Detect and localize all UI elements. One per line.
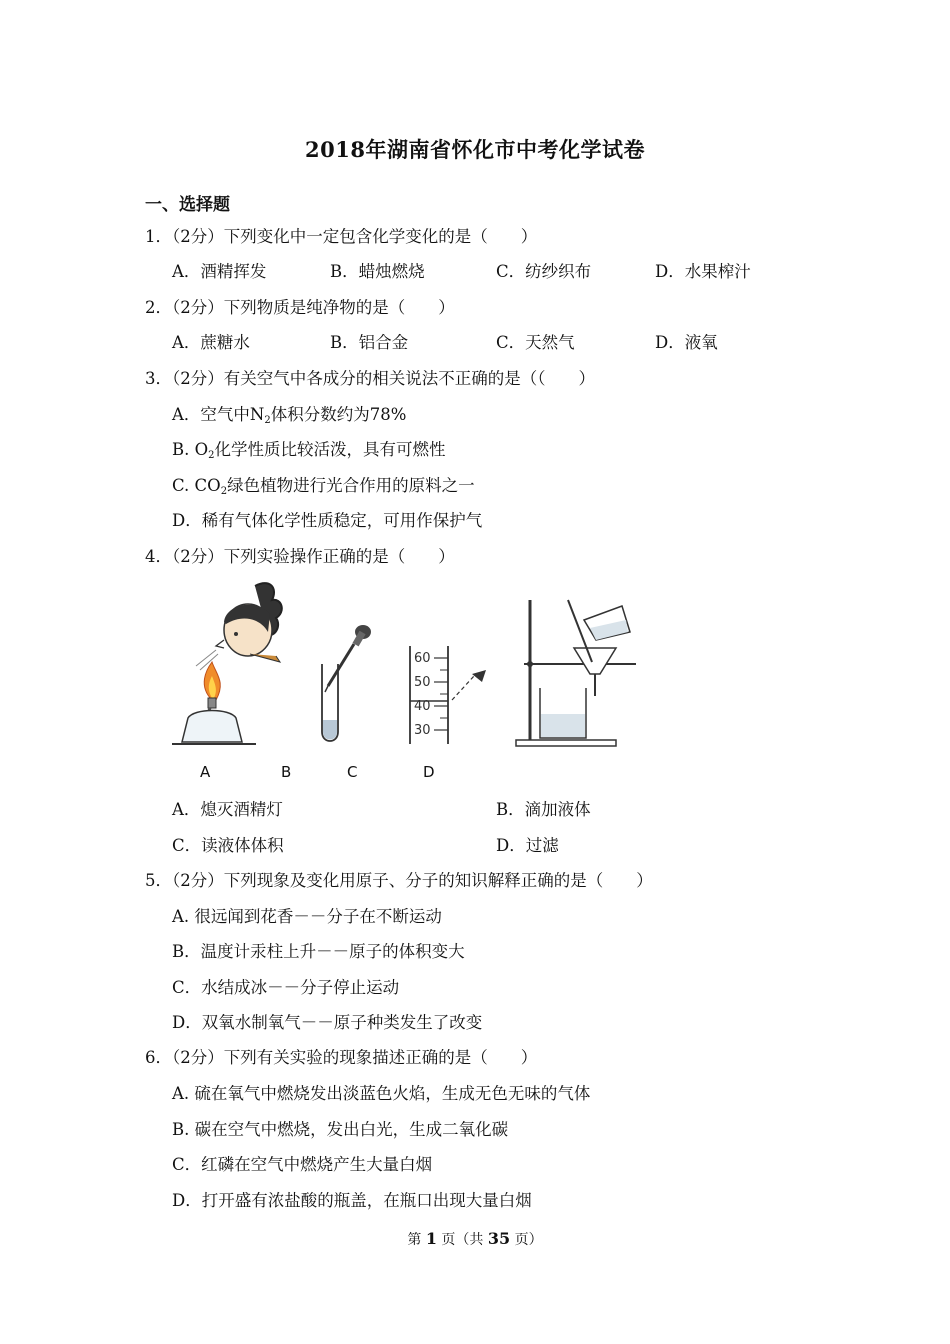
q1-option-b: B．蜡烛燃烧: [330, 262, 425, 281]
q6-option-b: B. 碳在空气中燃烧，发出白光，生成二氧化碳: [172, 1120, 509, 1139]
q4-option-c: C．读液体体积: [172, 836, 284, 855]
q2-option-a: A．蔗糖水: [172, 333, 250, 352]
tick-50: 50: [414, 675, 431, 690]
q5-option-b: B．温度计汞柱上升－－原子的体积变大: [172, 942, 465, 961]
q2-option-d: D．液氧: [655, 333, 718, 352]
figure-label-a: A: [200, 763, 211, 781]
page-footer: 第 1 页（共 35 页）: [407, 1229, 543, 1248]
q1-option-c: C．纺纱织布: [496, 262, 592, 281]
q5-option-d: D．双氧水制氧气－－原子种类发生了改变: [172, 1013, 483, 1032]
page-total: 35: [487, 1229, 511, 1248]
figure-b-dropper: [310, 620, 380, 750]
q1-option-a: A．酒精挥发: [172, 262, 267, 281]
page-number: 1: [425, 1229, 437, 1248]
question-4-stem: 4．（2分）下列实验操作正确的是（ ）: [145, 547, 455, 566]
question-1-stem: 1．（2分）下列变化中一定包含化学变化的是（ ）: [145, 227, 538, 246]
figure-label-c: C: [347, 763, 358, 781]
q6-option-a: A. 硫在氧气中燃烧发出淡蓝色火焰，生成无色无味的气体: [172, 1084, 591, 1103]
q5-option-a: A. 很远闻到花香－－分子在不断运动: [172, 907, 442, 926]
q2-option-b: B．铝合金: [330, 333, 409, 352]
question-5-stem: 5．（2分）下列现象及变化用原子、分子的知识解释正确的是（ ）: [145, 871, 653, 890]
question-3-stem: 3．（2分）有关空气中各成分的相关说法不正确的是（（ ）: [145, 369, 595, 388]
question-2-stem: 2．（2分）下列物质是纯净物的是（ ）: [145, 298, 455, 317]
tick-40: 40: [414, 699, 431, 714]
figure-label-d: D: [423, 763, 435, 781]
question-6-stem: 6．（2分）下列有关实验的现象描述正确的是（ ）: [145, 1048, 538, 1067]
q6-option-c: C．红磷在空气中燃烧产生大量白烟: [172, 1155, 433, 1174]
q3-option-c: C. $CO_2$绿色植物进行光合作用的原料之一: [172, 476, 475, 497]
section-heading: 一、选择题: [145, 195, 230, 215]
q2-option-c: C．天然气: [496, 333, 575, 352]
figure-a-alcohol-lamp: [160, 578, 290, 748]
q4-option-b: B．滴加液体: [496, 800, 591, 819]
figure-label-b: B: [281, 763, 292, 781]
q3-option-d: D．稀有气体化学性质稳定，可用作保护气: [172, 511, 483, 530]
figure-c-graduated-cylinder: [400, 640, 500, 750]
tick-30: 30: [414, 723, 431, 738]
q3-option-b: B. $O_2$化学性质比较活泼，具有可燃性: [172, 440, 446, 461]
q4-option-d: D．过滤: [496, 836, 559, 855]
q6-option-d: D．打开盛有浓盐酸的瓶盖，在瓶口出现大量白烟: [172, 1191, 532, 1210]
q5-option-c: C．水结成冰－－分子停止运动: [172, 978, 400, 997]
page-title: 2018年湖南省怀化市中考化学试卷: [305, 137, 645, 162]
q1-option-d: D．水果榨汁: [655, 262, 751, 281]
tick-60: 60: [414, 651, 431, 666]
q3-option-a: A．空气中$N_2$体积分数约为78%: [172, 405, 407, 426]
figure-d-filtration: [510, 596, 660, 748]
q4-option-a: A．熄灭酒精灯: [172, 800, 283, 819]
